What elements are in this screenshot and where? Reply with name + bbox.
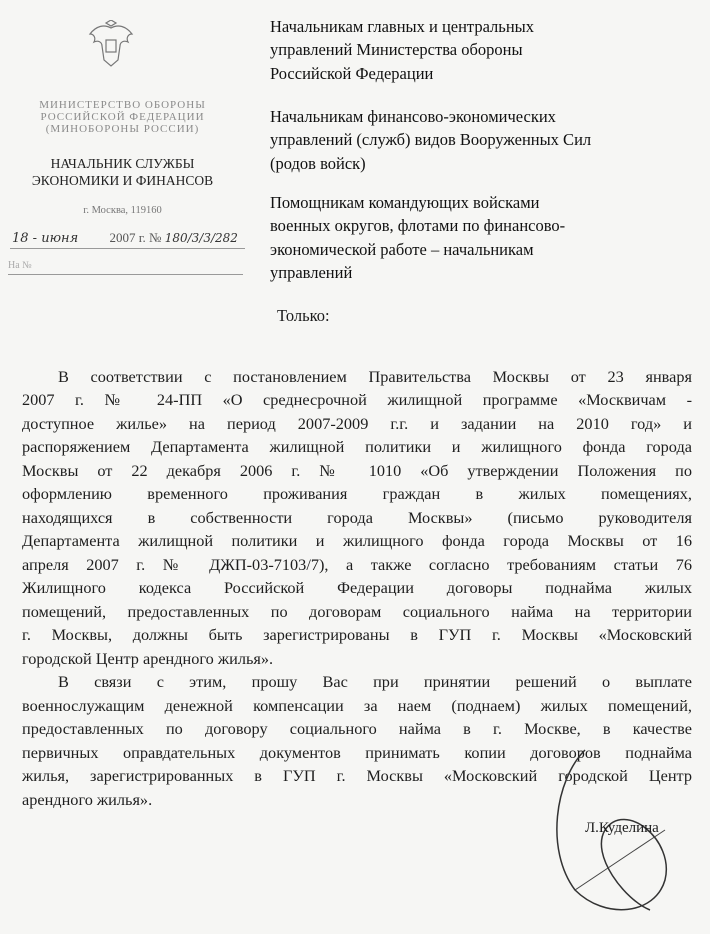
addressee-line: Начальникам финансово-экономических: [270, 107, 556, 126]
addressee-line: Российской Федерации: [270, 63, 434, 83]
addressee-line: экономической работе – начальникам: [270, 239, 534, 259]
body-line: помещений, предоставленных по договорам социального найма на территории: [22, 602, 692, 621]
signatory-name: Л.Куделина: [585, 820, 659, 836]
reply-to-line: На №: [8, 260, 243, 275]
body-line: военнослужащим денежной компенсации за наем (поднаем) жилых помещений,: [22, 696, 692, 715]
body-line: В соответствии с постановлением Правительства Москвы от 23 января: [58, 367, 692, 386]
addressee-block-2: [270, 105, 650, 175]
body-line: Департамента жилищной политики и жилищного фонда города Москвы от 16: [22, 531, 692, 550]
body-line: доступное жилье» на период 2007-2009 г.г. и задании на 2010 год» и: [22, 414, 692, 433]
ministry-line: РОССИЙСКОЙ ФЕДЕРАЦИИ: [40, 111, 205, 123]
addressee-line: военных округов, флотами по финансово-: [270, 216, 566, 236]
ministry-line: МИНИСТЕРСТВО ОБОРОНЫ: [39, 99, 206, 111]
body-line: первичных оправдательных документов принимать копии договоров поднайма: [22, 743, 692, 762]
date-day: 18 - июня: [12, 231, 79, 246]
body-line: Жилищного кодекса Российской Федерации договоры поднайма жилых: [22, 578, 692, 597]
body-line: Москвы от 22 декабря 2006 г. № 1010 «Об утверждении Положения по: [22, 461, 692, 480]
city-postcode: г. Москва, 119160: [83, 205, 162, 216]
addressee-line: Начальникам главных и центральных: [270, 17, 534, 36]
position-line: ЭКОНОМИКИ И ФИНАНСОВ: [31, 173, 214, 188]
position-line: НАЧАЛЬНИК СЛУЖБЫ: [50, 156, 195, 171]
addressee-block-3: [270, 191, 650, 285]
date-year: 2007 г. №: [109, 230, 162, 245]
body-line: распоряжением Департамента жилищной политики и жилищного фонда города: [22, 437, 692, 456]
copy-note: Только:: [277, 306, 330, 325]
body-line: городской Центр арендного жилья».: [22, 649, 274, 668]
ref-number: 180/3/3/282: [164, 231, 238, 245]
addressee-line: управлений Министерства обороны: [270, 40, 523, 60]
body-line: оформлению временного проживания граждан в жилых помещениях,: [22, 484, 692, 503]
body-line: апреля 2007 г. № ДЖП-03-7103/7), а также согласно требованиям статьи 76: [22, 555, 692, 574]
ministry-line: (МИНОБОРОНЫ РОССИИ): [45, 123, 200, 135]
body-line: предоставленных по договору социального найма в г. Москве, в качестве: [22, 719, 692, 738]
addressee-line: управлений: [270, 263, 353, 283]
addressee-line: Помощникам командующих войсками: [270, 193, 540, 212]
body-line: 2007 г. № 24-ПП «О среднесрочной жилищной программе «Москвичам -: [22, 390, 692, 409]
date-line: [10, 230, 245, 249]
body-line: г. Москвы, должны быть зарегистрированы в ГУП г. Москвы «Московский: [22, 625, 692, 644]
addressee-line: управлений (служб) видов Вооруженных Сил: [270, 130, 592, 150]
ministry-name: [0, 99, 245, 135]
body-line: арендного жилья».: [22, 790, 153, 809]
body-line: жилья, зарегистрированных в ГУП г. Москвы «Московский городской Центр: [22, 766, 692, 785]
sender-position: [0, 155, 245, 189]
addressee-line: (родов войск): [270, 153, 366, 173]
body-line: находящихся в собственности города Москвы» (письмо руководителя: [22, 508, 692, 527]
coat-of-arms-emblem: [82, 20, 140, 70]
addressee-block-1: [270, 15, 650, 85]
body-line: В связи с этим, прошу Вас при принятии решений о выплате: [58, 672, 692, 691]
